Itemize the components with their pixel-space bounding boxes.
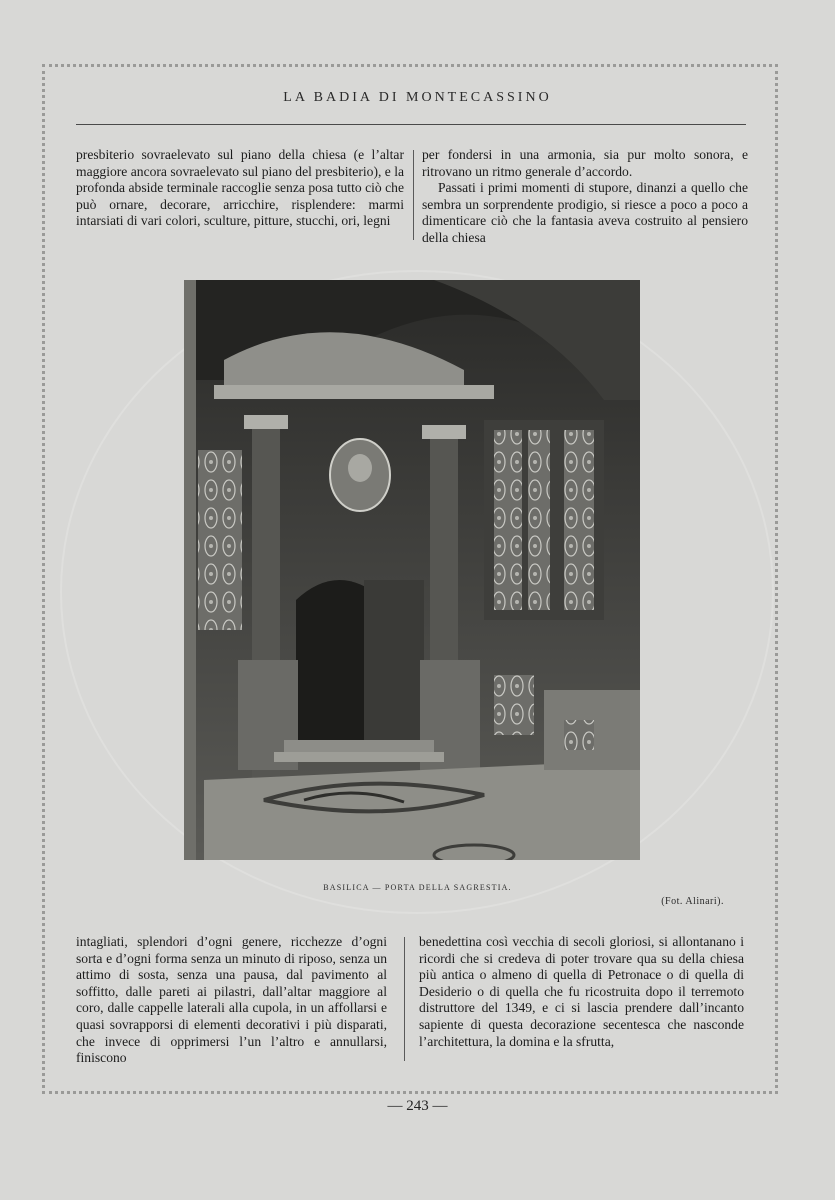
paragraph: Passati i primi momenti di stupore, dinanzi a quello che sembra un sorprendente prodigio, si riesce a poco a poco a dimenticare ciò che la fantasia aveva costruito al pensiero della chiesa xyxy=(422,180,748,245)
column-divider xyxy=(404,937,405,1061)
photograph-sacristy-door xyxy=(184,280,640,860)
photo-credit: (Fot. Alinari). xyxy=(661,896,724,907)
running-title: LA BADIA DI MONTECASSINO xyxy=(283,90,552,105)
paragraph: benedettina così vecchia di secoli gloriosi, si allontanano i ricordi che si credeva di poter trovare qua su della chiesa più antica o almeno di quella di Petronace o di quella di Desiderio o di quella che fu ricostruita dopo il terremoto distruttore del 1349, e ci si lascia prendere dall’incanto sapiente di questa decorazione secentesca che nasconde l’architettura, la domina e la sfrutta, xyxy=(419,934,744,1049)
column-divider xyxy=(413,150,414,240)
figure-caption: BASILICA — PORTA DELLA SAGRESTIA. xyxy=(323,883,512,892)
text-column-bottom-left xyxy=(76,934,387,1067)
paragraph: intagliati, splendori d’ogni genere, ricchezze d’ogni sorta e d’ogni forma senza un minuto di riposo, senza un attimo di sosta, senza una pausa, dal pavimento al soffitto, dalle pareti ai pilastri, dall’altar maggiore al coro, dalle cappelle laterali alla cupola, in un affollarsi e quasi sovrapporsi di elementi decorativi i più disparati, che invece di opprimersi l’un l’altro e annullarsi, finiscono xyxy=(76,934,387,1066)
text-column-bottom-right xyxy=(419,934,744,1050)
text-column-top-right xyxy=(422,147,748,247)
header-rule xyxy=(76,124,746,125)
paragraph: per fondersi in una armonia, sia pur molto sonora, e ritrovano un ritmo generale d’accordo. xyxy=(422,147,748,179)
paragraph: presbiterio sovraelevato sul piano della chiesa (e l’altar maggiore ancora sovraelevato sul piano del presbiterio), e la profonda abside terminale raccoglie senza posa tutto ciò che può ornare, decorare, arricchire, risplendere: marmi intarsiati di vari colori, sculture, pitture, stucchi, ori, legni xyxy=(76,147,405,229)
text-column-top-left xyxy=(76,147,404,230)
photo-illustration xyxy=(184,280,640,860)
page-number: — 243 — xyxy=(387,1098,448,1114)
